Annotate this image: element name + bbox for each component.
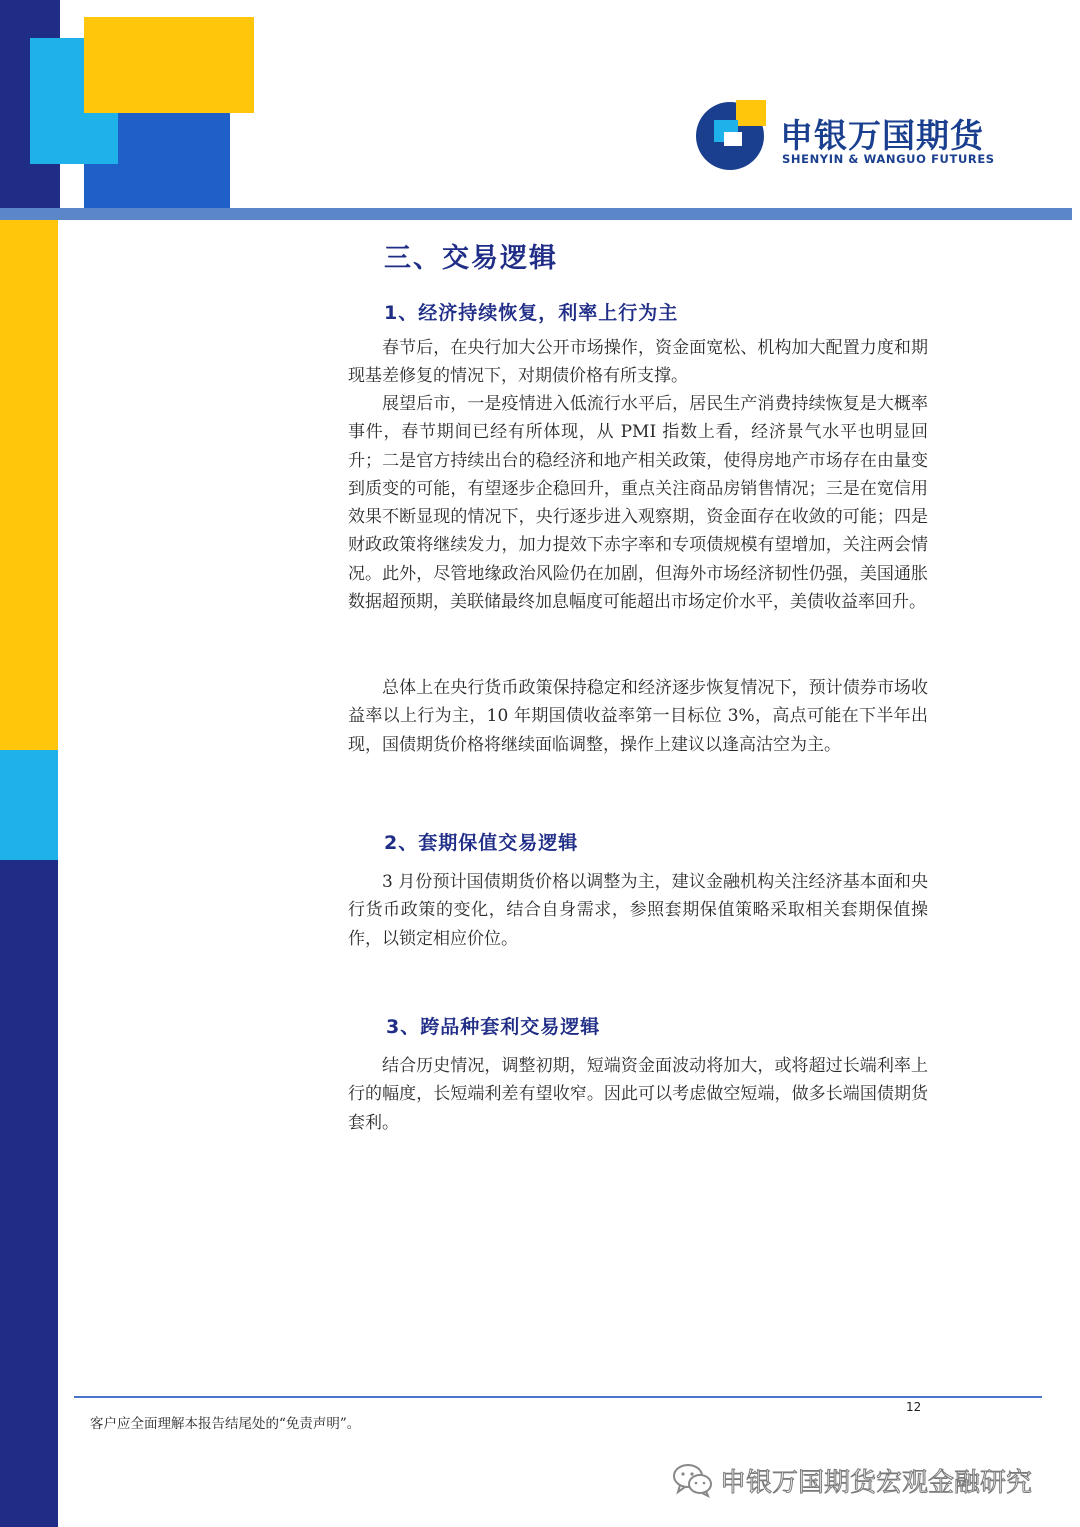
header-band	[0, 208, 1072, 220]
company-logo	[694, 94, 994, 174]
watermark-text: 申银万国期货宏观金融研究	[720, 1467, 1033, 1498]
subsection-title: 2、套期保值交易逻辑	[384, 832, 579, 854]
body-paragraph: 结合历史情况，调整初期，短端资金面波动将加大，或将超过长端利率上行的幅度，长短端利差有望收窄。因此可以考虑做空短端，做多长端国债期货套利。	[348, 1056, 928, 1133]
section-title: 三、交易逻辑	[384, 243, 558, 274]
left-strip-yellow	[0, 220, 58, 750]
left-strip-navy	[0, 860, 58, 1527]
footer-divider	[74, 1396, 1042, 1398]
wechat-icon	[672, 1462, 714, 1498]
disclaimer-text: 客户应全面理解本报告结尾处的“免责声明”。	[90, 1416, 361, 1432]
logo-mark-icon	[694, 98, 766, 170]
subsection-title: 3、跨品种套利交易逻辑	[386, 1016, 601, 1038]
body-paragraph: 3 月份预计国债期货价格以调整为主，建议金融机构关注经济基本面和央行货币政策的变化，结合自身需求，参照套期保值策略采取相关套期保值操作，以锁定相应价位。	[348, 872, 928, 949]
logo-name-en: SHENYIN & WANGUO FUTURES	[782, 152, 995, 166]
header-decoration	[0, 0, 260, 210]
body-paragraph: 总体上在央行货币政策保持稳定和经济逐步恢复情况下，预计债券市场收益率以上行为主，10 年期国债收益率第一目标位 3%，高点可能在下半年出现，国债期货价格将继续面临调整，操作上建议以逢高沽空为主。	[348, 678, 928, 755]
left-strip-cyan	[0, 750, 58, 860]
subsection-title: 1、经济持续恢复，利率上行为主	[384, 302, 679, 324]
body-paragraph: 展望后市，一是疫情进入低流行水平后，居民生产消费持续恢复是大概率事件，春节期间已经有所体现，从 PMI 指数上看，经济景气水平也明显回升；二是官方持续出台的稳经济和地产相关政策，使得房地产市场存在由量变到质变的可能，有望逐步企稳回升，重点关注商品房销售情况；三是在宽信用效果不断显现的情况下，央行逐步进入观察期，资金面存在收敛的可能；四是财政政策将继续发力，加力提效下赤字率和专项债规模有望增加，关注两会情况。此外，尽管地缘政治风险仍在加剧，但海外市场经济韧性仍强，美国通胀数据超预期，美联储最终加息幅度可能超出市场定价水平，美债收益率回升。	[348, 394, 928, 613]
body-paragraph: 春节后，在央行加大公开市场操作，资金面宽松、机构加大配置力度和期现基差修复的情况下，对期债价格有所支撑。	[348, 338, 928, 387]
logo-name-cn: 申银万国期货	[780, 116, 984, 155]
wechat-watermark	[672, 1460, 1032, 1500]
page-number: 12	[906, 1400, 922, 1414]
